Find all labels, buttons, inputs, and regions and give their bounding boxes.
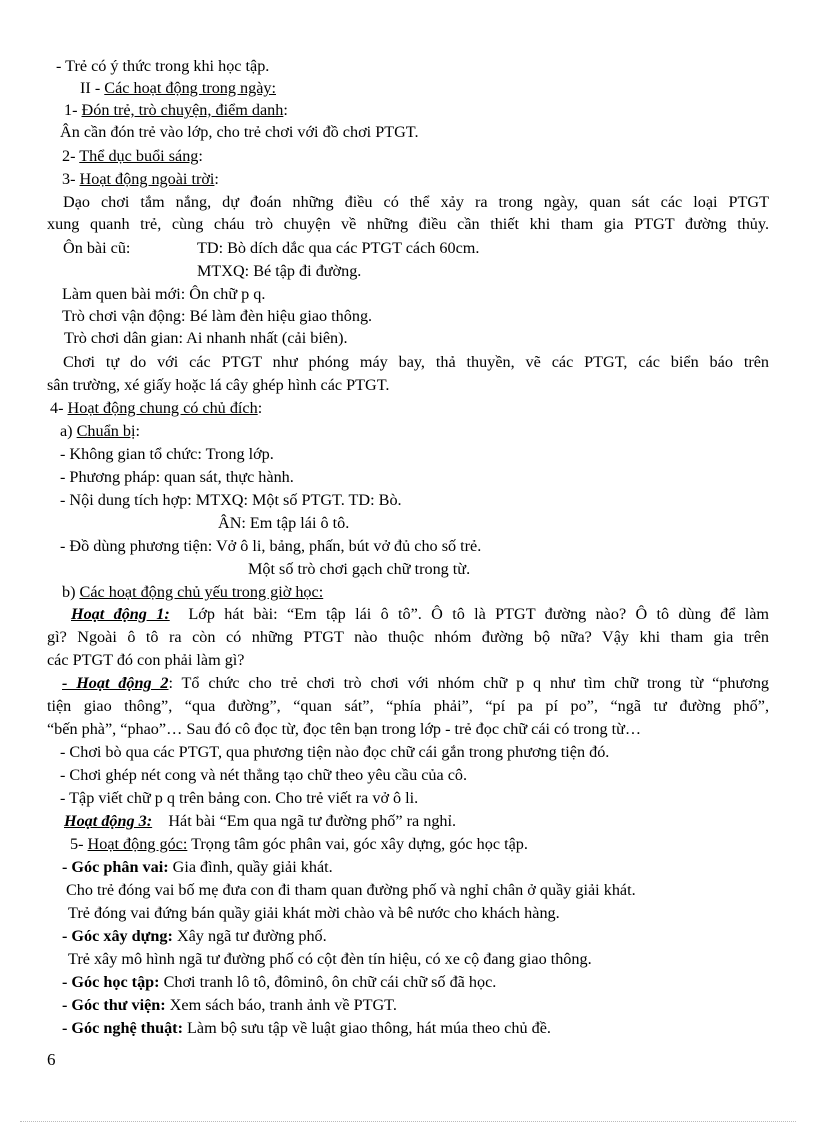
corner-label: - Góc phân vai: [62, 858, 169, 876]
activity-text: Hát bài “Em qua ngã tư đường phố” ra nghỉ. [168, 812, 457, 830]
paragraph-line: Dạo chơi tắm nắng, dự đoán những điều có thể xảy ra trong ngày, quan sát các loại PTGT [63, 193, 769, 211]
text-line: Một số trò chơi gạch chữ trong từ. [248, 560, 471, 578]
text-line: MTXQ: Bé tập đi đường. [197, 262, 362, 280]
subheading [62, 582, 323, 602]
subheading [62, 169, 219, 189]
paragraph-line: tiện giao thông”, “qua đường”, “quan sát”, “phía phải”, “pí pa pí po”, “ngã tư đường phố”, [47, 697, 769, 715]
corner-label: - Góc học tập: [62, 973, 160, 991]
list-item [62, 972, 496, 992]
subheading [50, 398, 262, 418]
heading-number: b) [62, 583, 80, 601]
list-item: - Đồ dùng phương tiện: Vở ô li, bảng, phấn, bút vở đủ cho số trẻ. [60, 537, 482, 555]
text-line: Trò chơi vận động: Bé làm đèn hiệu giao thông. [62, 307, 373, 325]
heading-rest: Trọng tâm góc phân vai, góc xây dựng, góc học tập. [187, 835, 528, 853]
heading-number: 4- [50, 399, 68, 417]
activity-text: : Tổ chức cho trẻ chơi trò chơi với nhóm chữ p q như tìm chữ trong từ “phương [168, 674, 770, 692]
list-item: - Tập viết chữ p q trên bảng con. Cho trẻ viết ra vở ô li. [60, 789, 419, 807]
paragraph-line: “bến phà”, “phao”… Sau đó cô đọc từ, đọc tên bạn trong lớp - trẻ đọc chữ cái có trong từ… [47, 720, 642, 738]
heading-text: Các hoạt động chủ yếu trong giờ học: [79, 583, 324, 601]
activity-label: Hoạt động 3: [64, 812, 153, 830]
heading-number: a) [60, 422, 77, 440]
heading-text: Hoạt động ngoài trời [79, 170, 215, 188]
text-line: - Trẻ có ý thức trong khi học tập. [56, 57, 270, 75]
paragraph-line [71, 604, 769, 624]
heading-number: II - [80, 79, 105, 97]
heading-number: 3- [62, 170, 80, 188]
heading-number: 2- [62, 147, 80, 165]
list-item: - Phương pháp: quan sát, thực hành. [60, 468, 294, 486]
list-item [62, 857, 333, 877]
heading-text: Thể dục buổi sáng [79, 147, 199, 165]
page-number: 6 [47, 1050, 56, 1069]
text-line [64, 811, 456, 831]
text-line: Trò chơi dân gian: Ai nhanh nhất (cải biên). [64, 329, 348, 347]
paragraph-line [62, 673, 769, 693]
heading-text: Hoạt động chung có chủ đích [67, 399, 258, 417]
text-line: Trẻ xây mô hình ngã tư đường phố có cột đèn tín hiệu, có xe cộ đang giao thông. [68, 950, 592, 968]
heading-number: 5- [70, 835, 88, 853]
section-heading [80, 78, 276, 98]
corner-text: Làm bộ sưu tập về luật giao thông, hát múa theo chủ đề. [182, 1019, 551, 1037]
list-item: - Nội dung tích hợp: MTXQ: Một số PTGT. TD: Bò. [60, 491, 402, 509]
paragraph-line: gì? Ngoài ô tô ra còn có những PTGT nào thuộc nhóm đường bộ nữa? Vậy khi tham gia trên [47, 628, 769, 646]
text-line: ÂN: Em tập lái ô tô. [218, 514, 350, 532]
corner-text: Xem sách báo, tranh ảnh về PTGT. [165, 996, 397, 1014]
paragraph-line: các PTGT đó con phải làm gì? [47, 651, 245, 669]
heading-number: 1- [64, 101, 82, 119]
paragraph-line: xung quanh trẻ, cùng cháu trò chuyện về những điều cần thiết khi tham gia PTGT đường thủy. [47, 215, 769, 233]
text-line-label: Ôn bài cũ: [63, 239, 131, 257]
heading-text: Hoạt động góc: [87, 835, 188, 853]
text-line: Cho trẻ đóng vai bố mẹ đưa con đi tham quan đường phố và nghỉ chân ở quầy giải khát. [66, 881, 636, 899]
heading-text: Các hoạt động trong ngày: [104, 79, 276, 97]
heading-colon: : [283, 101, 288, 119]
corner-label: - Góc thư viện: [62, 996, 166, 1014]
heading-text: Chuẩn bị [76, 422, 136, 440]
text-line: Trẻ đóng vai đứng bán quầy giải khát mời chào và bê nước cho khách hàng. [68, 904, 560, 922]
text-line: Ân cần đón trẻ vào lớp, cho trẻ chơi với đồ chơi PTGT. [60, 123, 419, 141]
subheading [62, 146, 203, 166]
activity-text: Lớp hát bài: “Em tập lái ô tô”. Ô tô là PTGT đường nào? Ô tô dùng để làm [188, 605, 770, 623]
list-item [62, 926, 327, 946]
text-line: TD: Bò dích dắc qua các PTGT cách 60cm. [197, 239, 480, 257]
list-item: - Chơi ghép nét cong và nét thẳng tạo chữ theo yêu cầu của cô. [60, 766, 468, 784]
paragraph-line: sân trường, xé giấy hoặc lá cây ghép hình các PTGT. [47, 376, 390, 394]
subheading [64, 100, 288, 120]
list-item: - Chơi bò qua các PTGT, qua phương tiện nào đọc chữ cái gắn trong phương tiện đó. [60, 743, 610, 761]
corner-text: Gia đình, quầy giải khát. [168, 858, 333, 876]
heading-colon: : [257, 399, 263, 417]
corner-label: - Góc nghệ thuật: [62, 1019, 183, 1037]
paragraph-line: Chơi tự do với các PTGT như phóng máy bay, thả thuyền, vẽ các PTGT, các biển báo trên [63, 353, 769, 371]
activity-label: Hoạt động 1: [71, 605, 170, 623]
corner-label: - Góc xây dựng: [62, 927, 173, 945]
footer-divider [20, 1121, 796, 1122]
heading-colon: : [135, 422, 141, 440]
list-item [62, 995, 397, 1015]
heading-text: Đón trẻ, trò chuyện, điểm danh [81, 101, 284, 119]
heading-colon: : [214, 170, 219, 188]
heading-colon: : [198, 147, 203, 165]
text-line: Làm quen bài mới: Ôn chữ p q. [62, 285, 266, 303]
list-item [62, 1018, 551, 1038]
corner-text: Chơi tranh lô tô, đôminô, ôn chữ cái chữ số đã học. [159, 973, 497, 991]
list-item: - Không gian tổ chức: Trong lớp. [60, 445, 274, 463]
subheading [60, 421, 140, 441]
corner-text: Xây ngã tư đường phố. [172, 927, 327, 945]
subheading [70, 834, 528, 854]
activity-label: - Hoạt động 2 [62, 674, 169, 692]
